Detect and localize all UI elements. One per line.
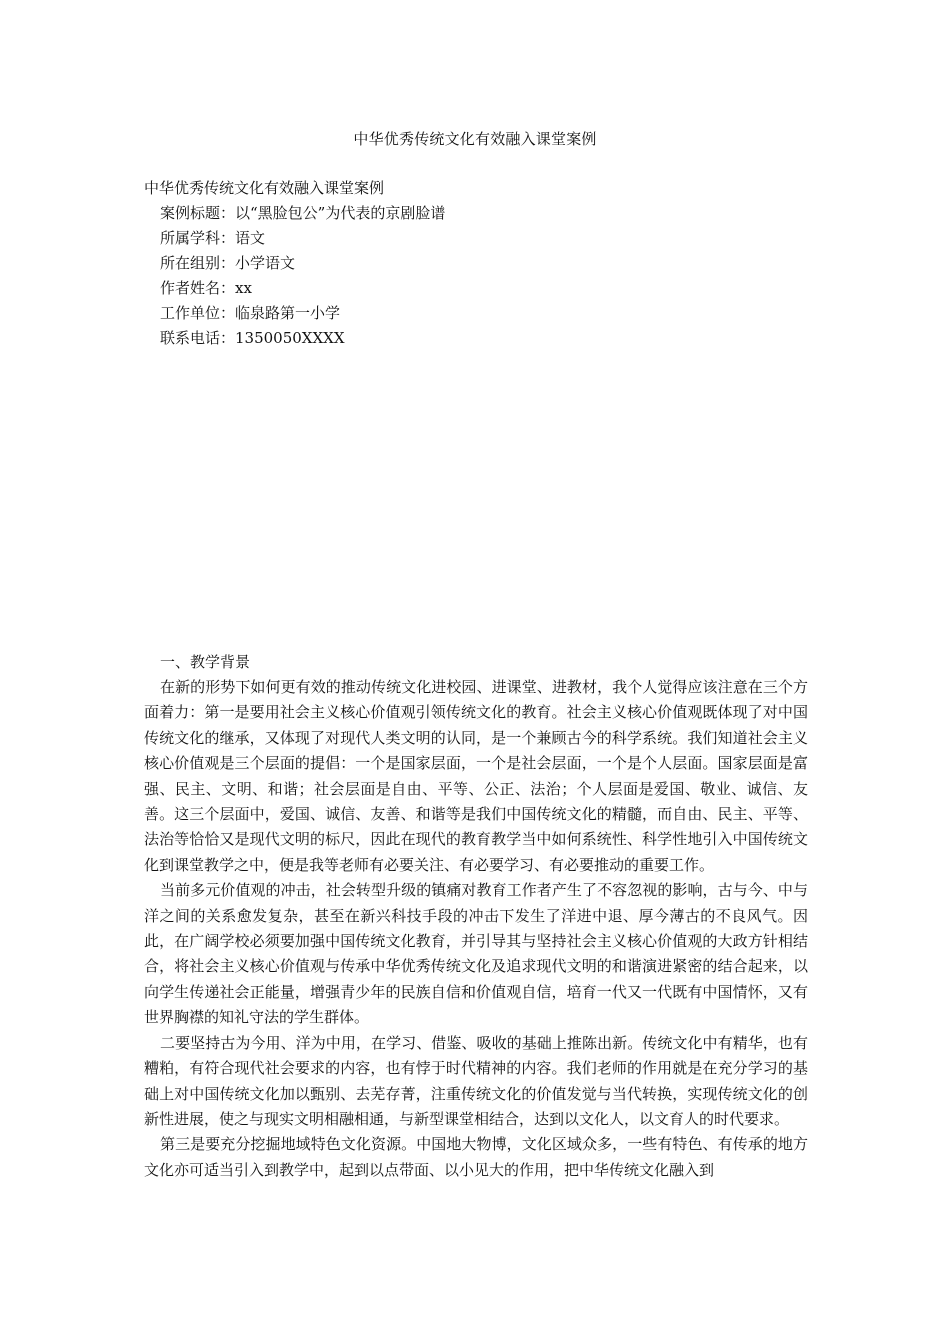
case-title-line: 案例标题：以“黑脸包公”为代表的京剧脸谱 [160, 204, 446, 222]
document-title: 中华优秀传统文化有效融入课堂案例 [353, 130, 597, 148]
paragraph: 二要坚持古为今用、洋为中用，在学习、借鉴、吸收的基础上推陈出新。传统文化中有精华，也有糟粕，有符合现代社会要求的内容，也有悖于时代精神的内容。我们老师的作用就是在充分学习的基础上对中国传统文化加以甄别、去芜存菁，注重传统文化的价值发觉与当代转换，实现传统文化的创新性进展，使之与现实文明相融相通，与新型课堂相结合，达到以文化人，以文育人的时代要求。 [144, 1033, 808, 1128]
paragraph: 在新的形势下如何更有效的推动传统文化进校园、进课堂、进教材，我个人觉得应该注意在三个方面着力：第一是要用社会主义核心价值观引领传统文化的教育。社会主义核心价值观既体现了对中国传统文化的继承，又体现了对现代人类文明的认同，是一个兼顾古今的科学系统。我们知道社会主义核心价值观是三个层面的提倡：一个是国家层面，一个是社会层面，一个是个人层面。国家层面是富强、民主、文明、和谐；社会层面是自由、平等、公正、法治；个人层面是爱国、敬业、诚信、友善。这三个层面中，爱国、诚信、友善、和谐等是我们中国传统文化的精髓，而自由、民主、平等、法治等恰恰又是现代文明的标尺，因此在现代的教育教学当中如何系统性、科学性地引入中国传统文化到课堂教学之中，便是我等老师有必要关注、有必要学习、有必要推动的重要工作。 [144, 678, 808, 874]
workplace-line: 工作单位：临泉路第一小学 [160, 304, 341, 322]
body-text [144, 650, 808, 1183]
case-info-heading: 中华优秀传统文化有效融入课堂案例 [144, 179, 385, 197]
phone-line: 联系电话：1350050XXXX [160, 329, 345, 347]
case-info-block [144, 176, 804, 351]
paragraph: 当前多元价值观的冲击，社会转型升级的镇痛对教育工作者产生了不容忽视的影响，古与今、中与洋之间的关系愈发复杂，甚至在新兴科技手段的冲击下发生了洋进中退、厚今薄古的不良风气。因此，在广阔学校必须要加强中国传统文化教育，并引导其与坚持社会主义核心价值观的大政方针相结合，将社会主义核心价值观与传承中华优秀传统文化及追求现代文明的和谐演进紧密的结合起来，以向学生传递社会正能量，增强青少年的民族自信和价值观自信，培育一代又一代既有中国情怀，又有世界胸襟的知礼守法的学生群体。 [144, 881, 808, 1027]
paragraph: 第三是要充分挖掘地域特色文化资源。中国地大物博，文化区域众多，一些有特色、有传承的地方文化亦可适当引入到教学中，起到以点带面、以小见大的作用，把中华传统文化融入到 [144, 1135, 808, 1179]
author-line: 作者姓名：xx [160, 279, 252, 297]
group-line: 所在组别：小学语文 [160, 254, 296, 272]
section-heading: 一、教学背景 [160, 653, 251, 671]
subject-line: 所属学科：语文 [160, 229, 266, 247]
